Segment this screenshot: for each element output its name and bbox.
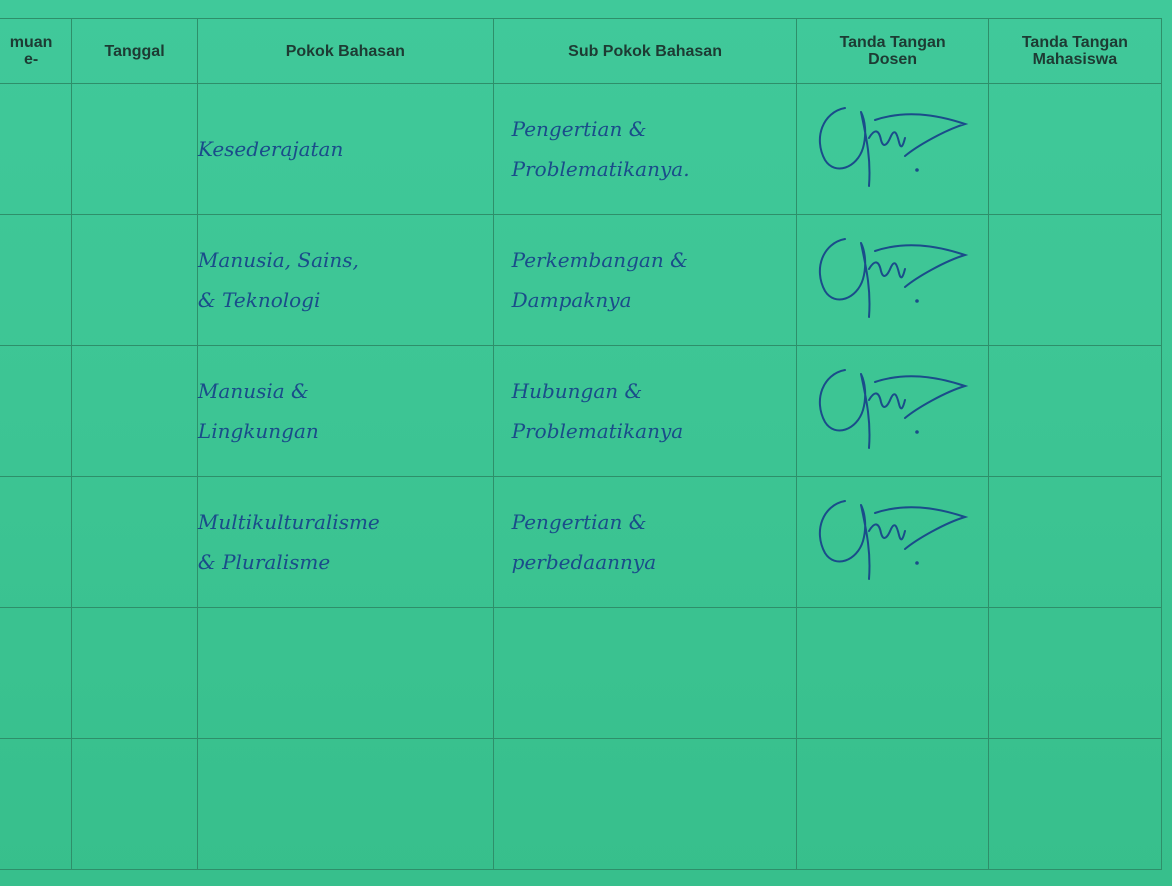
header-date: Tanggal	[72, 19, 198, 84]
date-cell[interactable]	[72, 215, 198, 346]
topic-cell	[197, 608, 493, 739]
header-meeting: muan e-	[0, 19, 72, 84]
table-row	[0, 739, 1162, 870]
topic-cell	[197, 739, 493, 870]
lecturer-signature-cell	[797, 346, 988, 477]
subtopic-cell: Perkembangan & Dampaknya	[493, 215, 797, 346]
header-row	[0, 19, 1162, 84]
topic-cell: Manusia, Sains, & Teknologi	[197, 215, 493, 346]
lecturer-signature-cell	[797, 215, 988, 346]
student-signature-cell[interactable]	[988, 346, 1161, 477]
lecturer-signature	[805, 90, 970, 190]
student-signature-cell[interactable]	[988, 477, 1161, 608]
meeting-number	[0, 215, 72, 346]
lecturer-signature	[805, 221, 970, 321]
meeting-number	[0, 84, 72, 215]
header-topic: Pokok Bahasan	[197, 19, 493, 84]
topic-cell: Multikulturalisme & Pluralisme	[197, 477, 493, 608]
table-row	[0, 346, 1162, 477]
lecturer-signature-cell	[797, 84, 988, 215]
lecturer-signature-cell	[797, 477, 988, 608]
meeting-number	[0, 477, 72, 608]
subtopic-cell	[493, 608, 797, 739]
subtopic-cell: Pengertian & Problematikanya.	[493, 84, 797, 215]
attendance-table	[0, 18, 1162, 870]
header-student-signature: Tanda Tangan Mahasiswa	[988, 19, 1161, 84]
table-row	[0, 215, 1162, 346]
date-cell[interactable]	[72, 84, 198, 215]
topic-cell: Kesederajatan	[197, 84, 493, 215]
student-signature-cell[interactable]	[988, 215, 1161, 346]
lecturer-signature-cell	[797, 739, 988, 870]
header-lecturer-signature: Tanda Tangan Dosen	[797, 19, 988, 84]
lecturer-signature	[805, 352, 970, 452]
meeting-number	[0, 346, 72, 477]
student-signature-cell[interactable]	[988, 608, 1161, 739]
student-signature-cell[interactable]	[988, 739, 1161, 870]
meeting-number	[0, 739, 72, 870]
lecturer-signature	[805, 483, 970, 583]
table-row	[0, 84, 1162, 215]
date-cell[interactable]	[72, 608, 198, 739]
table-row	[0, 608, 1162, 739]
date-cell[interactable]	[72, 477, 198, 608]
table-row	[0, 477, 1162, 608]
topic-cell: Manusia & Lingkungan	[197, 346, 493, 477]
subtopic-cell	[493, 739, 797, 870]
date-cell[interactable]	[72, 739, 198, 870]
subtopic-cell: Hubungan & Problematikanya	[493, 346, 797, 477]
meeting-number	[0, 608, 72, 739]
student-signature-cell[interactable]	[988, 84, 1161, 215]
date-cell[interactable]	[72, 346, 198, 477]
header-subtopic: Sub Pokok Bahasan	[493, 19, 797, 84]
subtopic-cell: Pengertian & perbedaannya	[493, 477, 797, 608]
lecturer-signature-cell	[797, 608, 988, 739]
